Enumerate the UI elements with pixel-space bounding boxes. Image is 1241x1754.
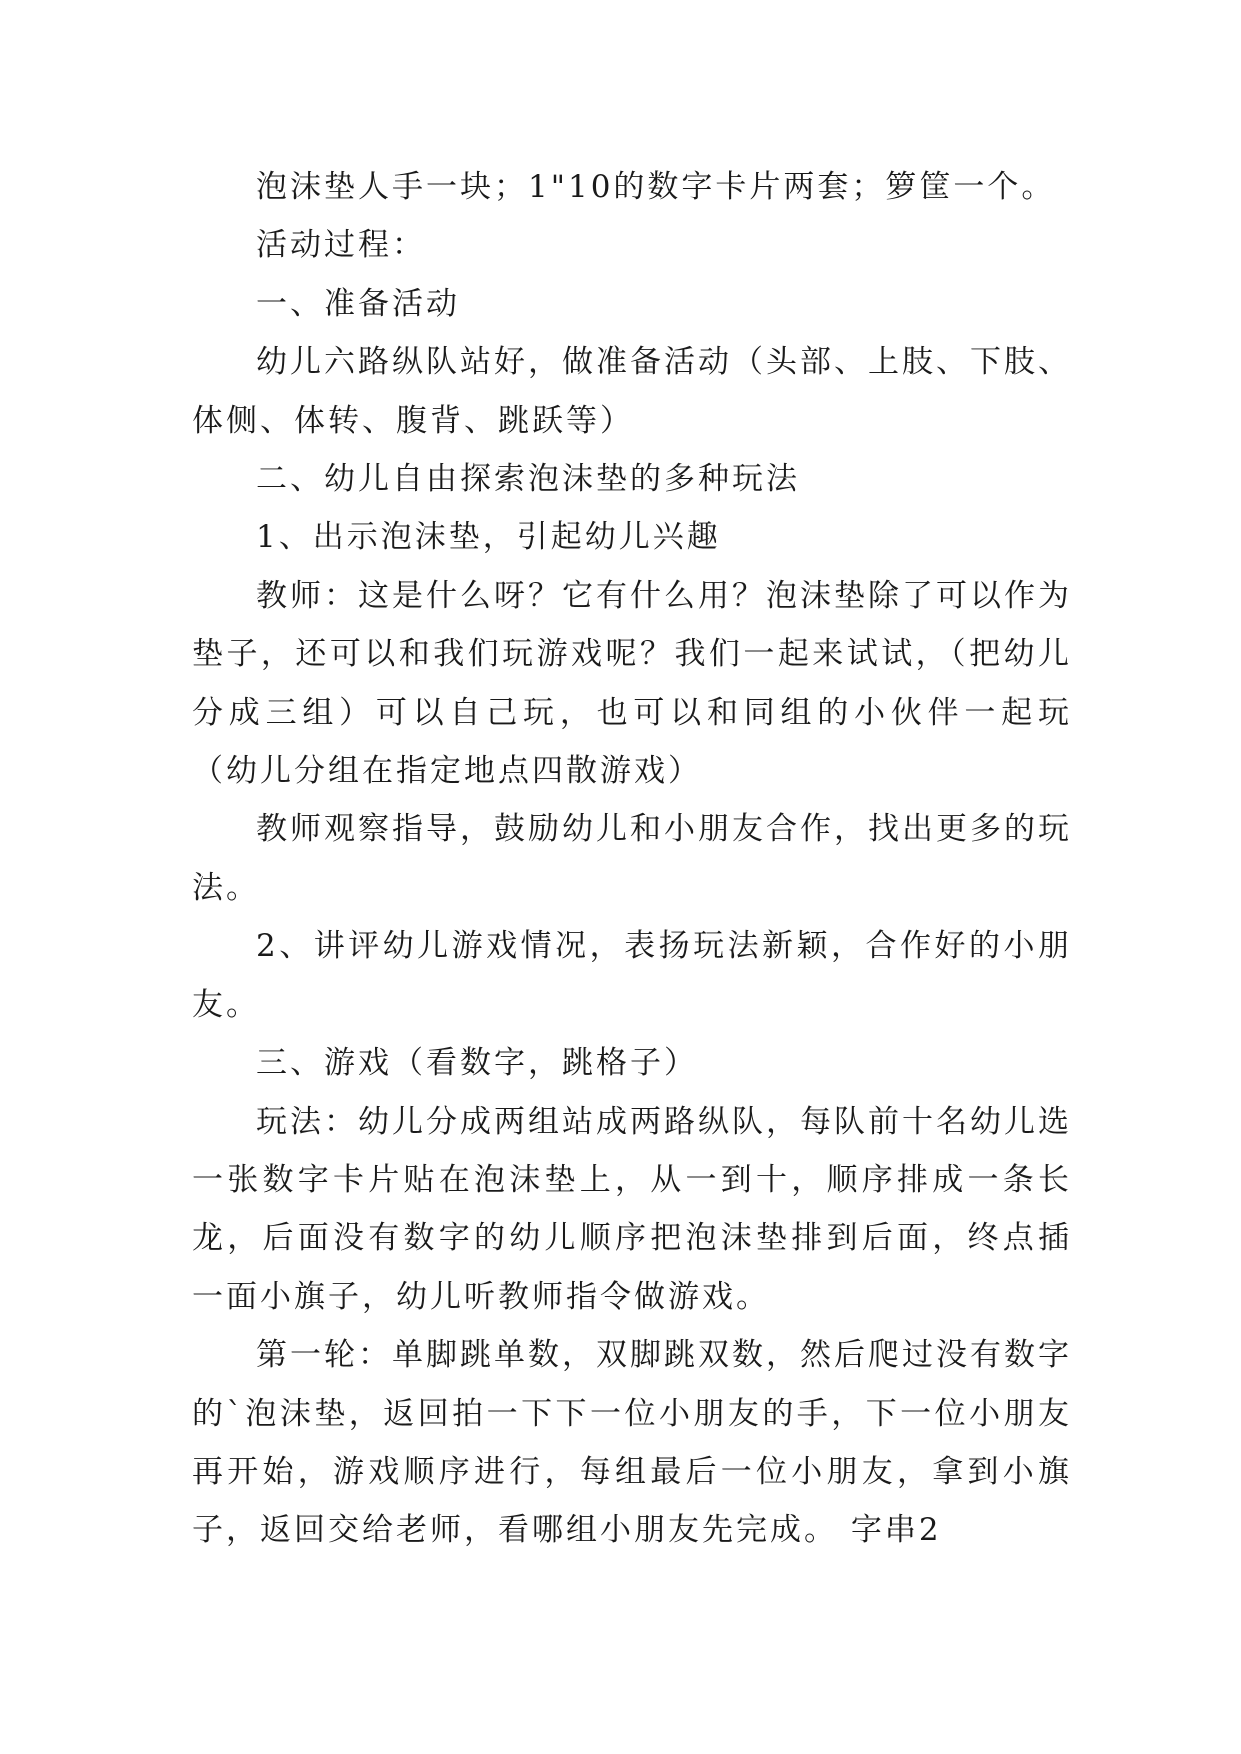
paragraph-process-heading: 活动过程： (256, 227, 426, 264)
paragraph-warmup: 幼儿六路纵队站好，做准备活动（头部、上肢、下肢、体侧、体转、腹背、跳跃等） (192, 344, 1072, 439)
paragraph-materials: 泡沫垫人手一块；1"10的数字卡片两套；箩筐一个。 (256, 169, 1056, 205)
paragraph-teacher-guidance: 教师观察指导，鼓励幼儿和小朋友合作，找出更多的玩法。 (192, 811, 1072, 906)
paragraph-round-one: 第一轮：单脚跳单数，双脚跳双数，然后爬过没有数字的`泡沫垫，返回拍一下下一位小朋友的手，下一位小朋友再开始，游戏顺序进行，每组最后一位小朋友，拿到小旗子，返回交给老师，看哪组小朋友先完成。 字串2 (192, 1337, 1072, 1549)
subheading-2-2: 2、讲评幼儿游戏情况，表扬玩法新颖，合作好的小朋友。 (192, 928, 1072, 1023)
document-body (192, 158, 1072, 1560)
section-heading-1: 一、准备活动 (256, 285, 460, 322)
subheading-2-1: 1、出示泡沫垫，引起幼儿兴趣 (256, 519, 721, 556)
paragraph-game-rules: 玩法：幼儿分成两组站成两路纵队，每队前十名幼儿选一张数字卡片贴在泡沫垫上，从一到十，顺序排成一条长龙，后面没有数字的幼儿顺序把泡沫垫排到后面，终点插一面小旗子，幼儿听教师指令做游戏。 (192, 1103, 1072, 1315)
section-heading-2: 二、幼儿自由探索泡沫垫的多种玩法 (256, 461, 800, 498)
section-heading-3: 三、游戏（看数字，跳格子） (256, 1045, 698, 1082)
paragraph-teacher-intro: 教师：这是什么呀？它有什么用？泡沫垫除了可以作为垫子，还可以和我们玩游戏呢？我们一起来试试，（把幼儿分成三组）可以自己玩，也可以和同组的小伙伴一起玩（幼儿分组在指定地点四散游戏） (192, 577, 1072, 790)
